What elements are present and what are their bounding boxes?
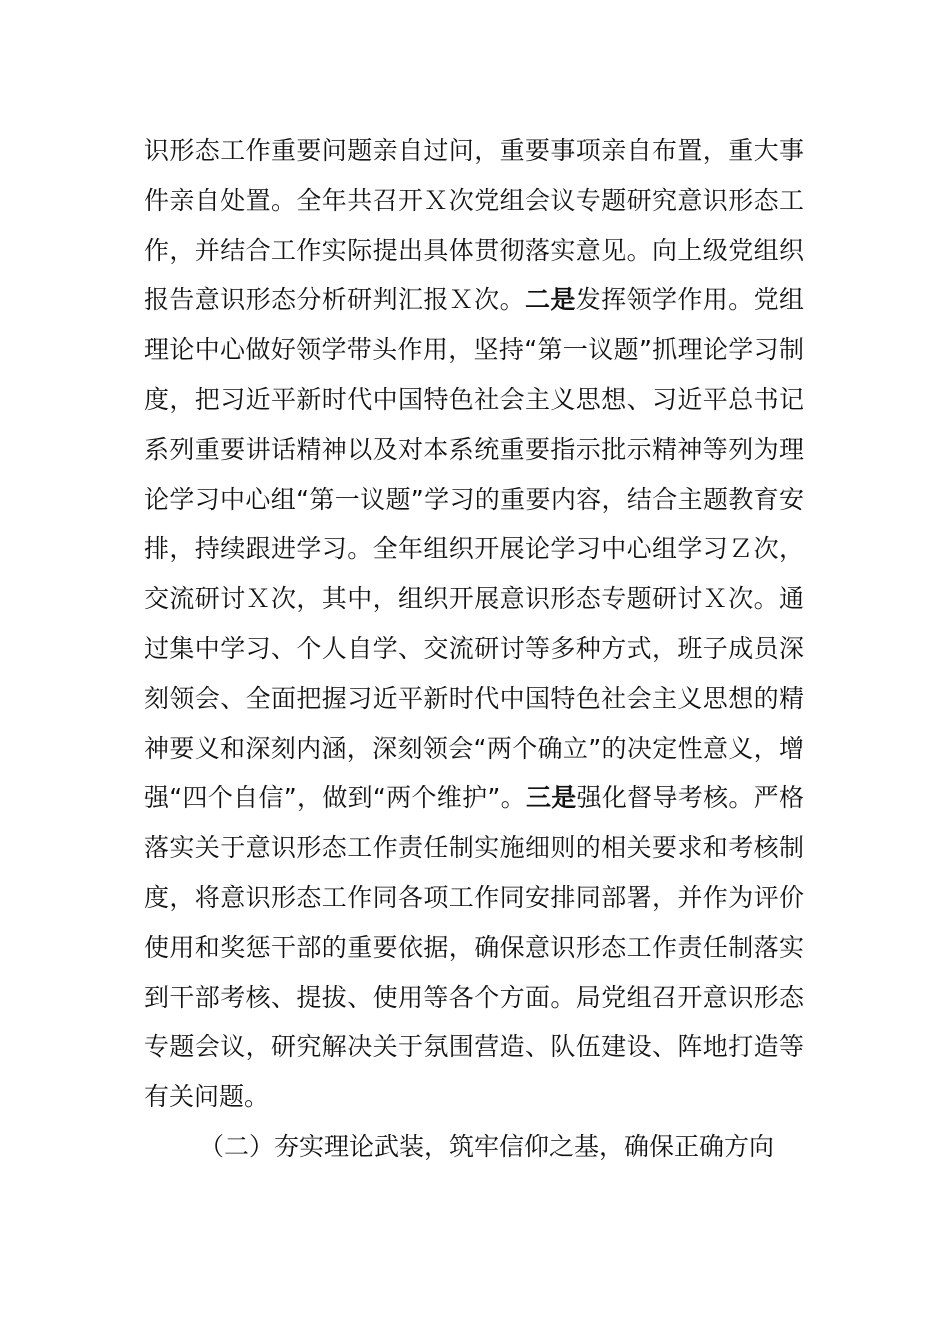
paragraph-text-part-3: 强化督导考核。严格落实关于意识形态工作责任制实施细则的相关要求和考核制度，将意识形态工作同各项工作同安排同部署，并作为评价使用和奖惩干部的重要依据，确保意识形态工作责任制落实到干部考核、提拔、使用等各个方面。局党组召开意识形态专题会议，研究解决关于氛围营造、队伍建设、阵地打造等有关问题。 [144, 783, 804, 1112]
document-body [144, 126, 804, 1172]
body-paragraph [144, 126, 804, 1122]
paragraph-text-part-2: 发挥领学作用。党组理论中心做好领学带头作用，坚持“第一议题”抓理论学习制度，把习近平新时代中国特色社会主义思想、习近平总书记系列重要讲话精神以及对本系统重要指示批示精神等列为理论学习中心组“第一议题”学习的重要内容，结合主题教育安排，持续跟进学习。全年组织开展论学习中心组学习Ｚ次，交流研讨Ｘ次，其中，组织开展意识形态专题研讨Ｘ次。通过集中学习、个人自学、交流研讨等多种方式，班子成员深刻领会、全面把握习近平新时代中国特色社会主义思想的精神要义和深刻内涵，深刻领会“两个确立”的决定性意义，增强“四个自信”，做到“两个维护”。 [144, 285, 804, 813]
section-heading: （二）夯实理论武装，筑牢信仰之基，确保正确方向 [199, 1131, 775, 1161]
paragraph-text-part-1: 识形态工作重要问题亲自过问，重要事项亲自布置，重大事件亲自处置。全年共召开Ｘ次党组会议专题研究意识形态工作，并结合工作实际提出具体贯彻落实意见。向上级党组织报告意识形态分析研判汇报Ｘ次。 [144, 136, 804, 315]
bold-marker-three: 三是 [525, 783, 577, 813]
bold-marker-two: 二是 [524, 285, 576, 315]
